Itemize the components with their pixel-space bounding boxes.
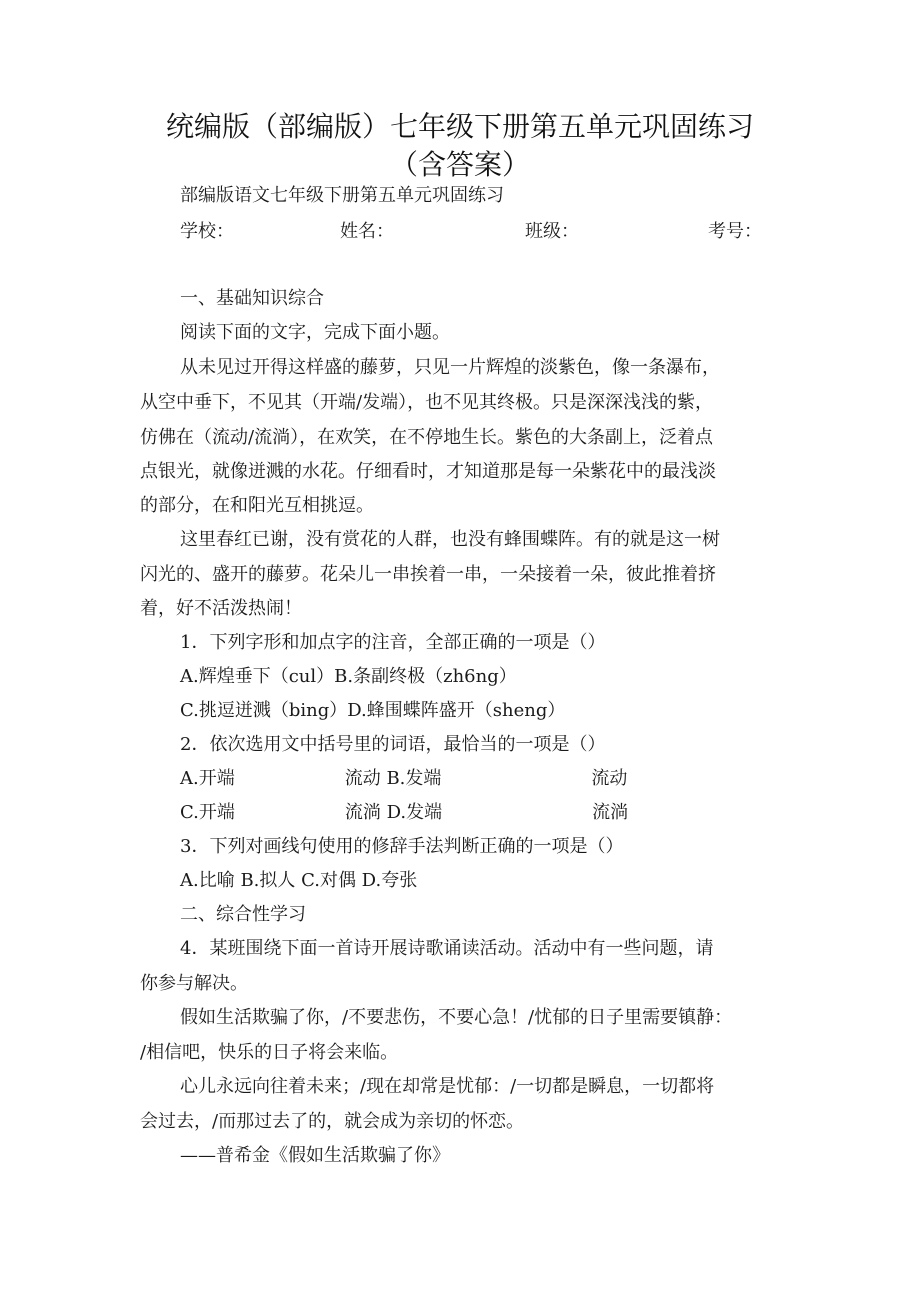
question-1-options-cd: C.挑逗迸溅（bing）D.蜂围蝶阵盛开（sheng） [180,700,566,721]
document-title: 统编版（部编版）七年级下册第五单元巩固练习（含答案） [165,110,754,181]
question-2-options-ab [180,767,800,791]
poem-author: ——普希金《假如生活欺骗了你》 [180,1145,450,1166]
question-2-options-cd [180,801,800,825]
passage-line: 仿佛在（流动/流淌），在欢笑，在不停地生长。紫色的大条副上，泛着点 [140,427,714,448]
number-label: 考号： [708,221,762,242]
question-3: 3．下列对画线句使用的修辞手法判断正确的一项是（） [180,836,624,857]
passage-line: 从空中垂下，不见其（开端/发端），也不见其终极。只是深深浅浅的紫， [140,392,714,413]
name-label: 姓名： [340,221,394,242]
passage-line: 从未见过开得这样盛的藤萝，只见一片辉煌的淡紫色，像一条瀑布， [180,357,720,378]
passage-line: 闪光的、盛开的藤萝。花朵儿一串挨着一串，一朵接着一朵，彼此推着挤 [140,564,716,585]
question-3-options: A.比喻 B.拟人 C.对偶 D.夸张 [180,870,418,891]
poem-line: 心儿永远向往着未来；/现在却常是忧郁：/一切都是瞬息，一切都将 [180,1076,715,1097]
class-label: 班级： [525,221,579,242]
question-2: 2．依次选用文中括号里的词语，最恰当的一项是（） [180,734,606,755]
question-4: 4．某班围绕下面一首诗开展诗歌诵读活动。活动中有一些问题，请 [180,938,714,959]
passage-line: 这里春红已谢，没有赏花的人群，也没有蜂围蝶阵。有的就是这一树 [180,529,720,550]
poem-line: /相信吧，快乐的日子将会来临。 [140,1042,399,1063]
option-text: 流动 B.发端 [344,768,442,789]
school-label: 学校： [180,221,234,242]
document-subtitle: 部编版语文七年级下册第五单元巩固练习 [180,185,504,206]
poem-line: 假如生活欺骗了你，/不要悲伤，不要心急！/忧郁的日子里需要镇静： [180,1007,733,1028]
question-4: 你参与解决。 [140,973,248,994]
passage-line: 的部分，在和阳光互相挑逗。 [140,495,374,516]
student-info-row [180,220,780,244]
section2-heading: 二、综合性学习 [180,904,306,925]
passage-line: 着，好不活泼热闹！ [140,598,302,619]
option-text: 流动 [591,768,628,789]
passage-line: 点银光，就像迸溅的水花。仔细看时，才知道那是每一朵紫花中的最浅淡 [140,461,716,482]
option-text: 流淌 D.发端 [344,802,443,823]
question-1: 1．下列字形和加点字的注音，全部正确的一项是（） [180,632,606,653]
section1-heading: 一、基础知识综合 [180,288,324,309]
reading-instruction: 阅读下面的文字，完成下面小题。 [180,322,450,343]
poem-line: 会过去，/而那过去了的，就会成为亲切的怀恋。 [140,1111,525,1132]
option-text: A.开端 [180,768,235,789]
question-1-options-ab: A.辉煌垂下（cul）B.条副终极（zh6ng） [180,666,517,687]
option-text: C.开端 [180,802,235,823]
option-text: 流淌 [592,802,629,823]
